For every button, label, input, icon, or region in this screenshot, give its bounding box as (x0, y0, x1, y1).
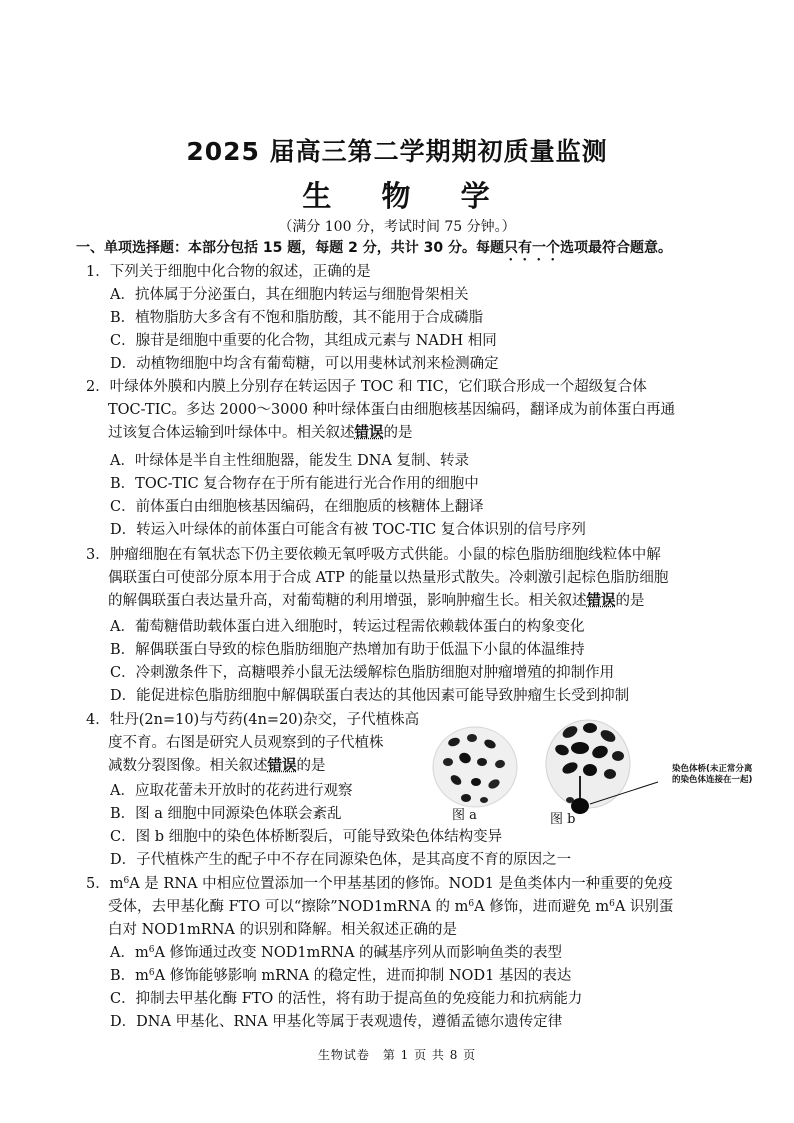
question-4-stem-text: 减数分裂图像。相关叙述 (108, 758, 268, 774)
q5-l2-a: 受体，去甲基化酶 FTO 可以“擦除”NOD1mRNA 的 m (108, 899, 469, 915)
question-1-option-b: B．植物脂肪大多含有不饱和脂肪酸，其不能用于合成磷脂 (110, 310, 484, 326)
section-intro-part-b: 选项最符合题意。 (559, 240, 672, 256)
question-3-option-c: C．冷刺激条件下，高糖喂养小鼠无法缓解棕色脂肪细胞对肿瘤增殖的抑制作用 (110, 665, 615, 681)
question-2-option-d: D．转运入叶绿体的前体蛋白可能含有被 TOC-TIC 复合体识别的信号序列 (110, 522, 586, 538)
figure-a-cell-image (433, 727, 517, 807)
question-3-stem-text: 的解偶联蛋白表达量升高，对葡萄糖的利用增强，影响肿瘤生长。相关叙述 (108, 593, 587, 609)
question-3-stem-line-2: 偶联蛋白可使部分原本用于合成 ATP 的能量以热量形式散失。冷刺激引起棕色脂肪细胞 (108, 570, 669, 586)
question-5-option-a (110, 943, 562, 963)
question-2-option-c: C．前体蛋白由细胞核基因编码，在细胞质的核糖体上翻译 (110, 499, 484, 515)
q5-a-a: A．m (110, 945, 149, 961)
question-4-option-d: D．子代植株产生的配子中不存在同源染色体，是其高度不育的原因之一 (110, 852, 572, 868)
question-1-option-d: D．动植物细胞中均含有葡萄糖，可以用斐林试剂来检测确定 (110, 356, 499, 372)
section-heading (76, 237, 766, 264)
question-1-stem: 1．下列关于细胞中化合物的叙述，正确的是 (86, 264, 371, 280)
question-3-option-b: B．解偶联蛋白导致的棕色脂肪细胞产热增加有助于低温下小鼠的体温维持 (110, 642, 585, 658)
meiosis-figure (420, 712, 766, 832)
question-4-stem-line-1: 4．牡丹(2n=10)与芍药(4n=20)杂交，子代植株高 (86, 712, 420, 728)
question-5-option-d: D．DNA 甲基化、RNA 甲基化等属于表观遗传，遵循孟德尔遗传定律 (110, 1014, 563, 1030)
question-4-option-c: C．图 b 细胞中的染色体桥断裂后，可能导致染色体结构变异 (110, 829, 503, 845)
question-2-stem-line-1: 2．叶绿体外膜和内膜上分别存在转运因子 TOC 和 TIC，它们联合形成一个超级复合体 (86, 379, 647, 395)
chromosome-bridge-note-line-1: 染色体桥(未正常分离 (672, 764, 753, 774)
question-1-option-a: A．抗体属于分泌蛋白，其在细胞内转运与细胞骨架相关 (110, 287, 469, 303)
q5-l1-a: 5．m (86, 876, 124, 892)
q5-l2-b: A 修饰，进而避免 m (474, 899, 610, 915)
question-5-option-b (110, 966, 571, 986)
q5-l1-sup: 6 (123, 876, 130, 886)
question-2-stem-end: 的是 (383, 425, 413, 441)
question-5-stem-line-2 (108, 897, 673, 917)
question-5-stem-line-1 (86, 874, 673, 894)
question-5-option-c: C．抑制去甲基化酶 FTO 的活性，将有助于提高鱼的免疫能力和抗病能力 (110, 991, 583, 1007)
chromosome-bridge-note-line-2: 的染色体连接在一起) (672, 775, 753, 785)
chromosome-bridge-note (672, 764, 772, 786)
q5-l2-sup1: 6 (468, 899, 475, 909)
q5-b-a: B．m (110, 968, 149, 984)
score-info: （满分 100 分，考试时间 75 分钟。） (278, 219, 516, 235)
question-2-option-b: B．TOC-TIC 复合物存在于所有能进行光合作用的细胞中 (110, 476, 479, 492)
q5-b-b: A 修饰能够影响 mRNA 的稳定性，进而抑制 NOD1 基因的表达 (154, 968, 572, 984)
question-2-stem-text: 过该复合体运输到叶绿体中。相关叙述 (108, 425, 355, 441)
question-3-error-keyword: 错误 (586, 592, 616, 609)
figure-a-label: 图 a (452, 808, 477, 823)
question-4-stem-end: 的是 (296, 758, 326, 774)
question-4-option-b: B．图 a 细胞中同源染色体联会紊乱 (110, 806, 342, 822)
page-footer: 生物试卷 第 1 页 共 8 页 (317, 1048, 477, 1062)
q5-l2-c: A 识别蛋 (614, 899, 674, 915)
question-3-option-d: D．能促进棕色脂肪细胞中解偶联蛋白表达的其他因素可能导致肿瘤生长受到抑制 (110, 688, 630, 704)
question-4-stem-line-2: 度不育。右图是研究人员观察到的子代植株 (108, 735, 384, 751)
question-3-option-a: A．葡萄糖借助载体蛋白进入细胞时，转运过程需依赖载体蛋白的构象变化 (110, 619, 585, 635)
section-intro-part-a: 一、单项选择题：本部分包括 15 题，每题 2 分，共计 30 分。每题 (76, 240, 504, 256)
subject-title: 生 物 学 (302, 179, 510, 213)
question-2-stem-line-3 (108, 423, 413, 443)
question-4-option-a: A．应取花蕾未开放时的花药进行观察 (110, 783, 353, 799)
question-5-stem-line-3: 白对 NOD1mRNA 的识别和降解。相关叙述正确的是 (108, 922, 457, 938)
q5-a-sup: 6 (148, 945, 155, 955)
question-4-stem-line-3 (108, 756, 326, 776)
figure-b-label: 图 b (550, 812, 576, 827)
question-4-error-keyword: 错误 (267, 757, 297, 774)
question-2-option-a: A．叶绿体是半自主性细胞器，能发生 DNA 复制、转录 (110, 453, 469, 469)
question-2-stem-line-2: TOC-TIC。多达 2000～3000 种叶绿体蛋白由细胞核基因编码，翻译成为前体蛋白再通 (108, 402, 676, 418)
exam-title: 2025 届高三第二学期期初质量监测 (186, 137, 608, 166)
question-3-stem-line-1: 3．肿瘤细胞在有氧状态下仍主要依赖无氧呼吸方式供能。小鼠的棕色脂肪细胞线粒体中解 (86, 547, 661, 563)
figure-b-cell-image (546, 720, 658, 814)
question-2-error-keyword: 错误 (354, 424, 384, 441)
section-intro-emphasis: 只有一个 (503, 240, 560, 256)
q5-l1-b: A 是 RNA 中相应位置添加一个甲基基团的修饰。NOD1 是鱼类体内一种重要的免疫 (129, 876, 673, 892)
question-3-stem-line-3 (108, 591, 645, 611)
question-3-stem-end: 的是 (615, 593, 645, 609)
q5-b-sup: 6 (148, 968, 155, 978)
q5-l2-sup2: 6 (609, 899, 615, 909)
q5-a-b: A 修饰通过改变 NOD1mRNA 的碱基序列从而影响鱼类的表型 (154, 945, 563, 961)
question-1-option-c: C．腺苷是细胞中重要的化合物，其组成元素与 NADH 相同 (110, 333, 497, 349)
